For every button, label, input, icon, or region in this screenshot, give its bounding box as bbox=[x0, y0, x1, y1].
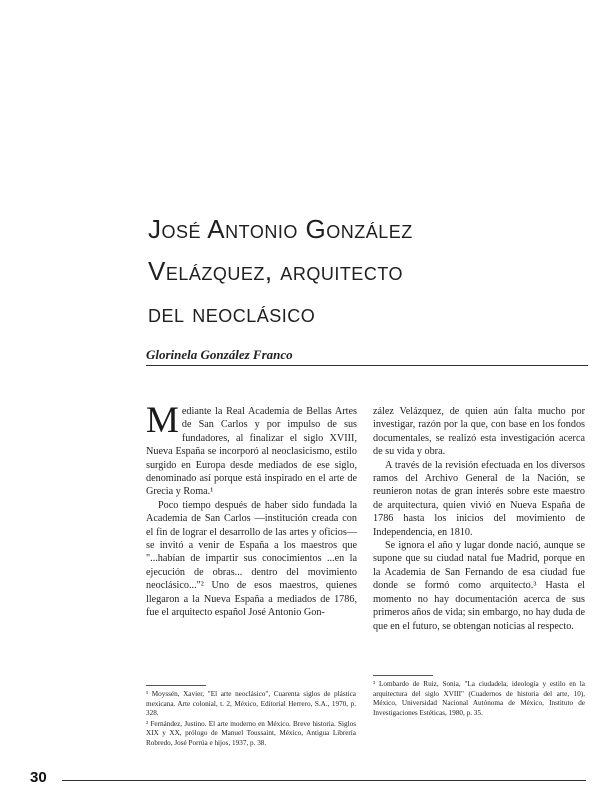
paragraph-1-text: ediante la Real Academia de Bellas Artes de San Carlos y por impulso de sus fundadores, al finalizar el siglo XVIII, Nueva España se incorporó al neoclasicismo, estilo surgido en Europa desde mediados de ese siglo, denominado así porque está inspirado en el arte de Grecia y Roma.¹ bbox=[146, 406, 357, 498]
paragraph-1 bbox=[146, 400, 357, 499]
right-column bbox=[373, 405, 585, 633]
paragraph-5: Se ignora el año y lugar donde nació, aunque se supone que su ciudad natal fue Madrid, porque en la Academia de San Fernando de esa ciudad fue donde se formó como arquitecto.³ Hasta el momento no hay documentación acerca de sus primeros años de vida; sin embargo, no hay duda de que en el futuro, se obtengan noticias al respecto. bbox=[373, 540, 586, 632]
author-name: Glorinela González Franco bbox=[146, 347, 293, 362]
left-column bbox=[146, 400, 357, 620]
title-line-2: Velázquez, arquitecto bbox=[148, 256, 403, 286]
paragraph-4: A través de la revisión efectuada en los diversos ramos del Archivo General de la Nación, se reunieron notas de gran interés sobre este maestro de arquitectura, quien vivió en Nueva España de 1786 hasta los inicios del movimiento de Independencia, en 1810. bbox=[373, 459, 585, 538]
paragraph-3: zález Velázquez, de quien aún falta mucho por investigar, razón por la que, con base en los fondos documentales, se realizó esta investigación acerca de su vida y obra. bbox=[373, 406, 585, 458]
footnote-divider-left bbox=[146, 685, 206, 686]
title-line-1: José Antonio González bbox=[148, 214, 413, 244]
title-line-3: del neoclásico bbox=[148, 298, 316, 328]
footnotes-right bbox=[373, 680, 585, 719]
footnotes-left bbox=[146, 690, 356, 750]
footnote-divider-right bbox=[373, 675, 433, 676]
paragraph-2: Poco tiempo después de haber sido fundada la Academia de San Carlos —institución creada con el fin de lograr el desarrollo de las artes y oficios— se invitó a venir de España a los maestros que "...habían de impartir sus conocimientos ...en la ejecución de obras... dentro del movimiento neoclásico..."² Uno de esos maestros, quienes llegaron a la Nueva España a mediados de 1786, fue el arquitecto español José Antonio Gon- bbox=[146, 499, 357, 619]
drop-cap: M bbox=[146, 400, 179, 441]
article-title bbox=[148, 208, 588, 334]
footer-rule bbox=[62, 780, 586, 781]
footnote-3: ³ Lombardo de Ruiz, Sonia, "La ciudadela, ideología y estilo en la arquitectura del siglo XVIII" (Cuadernos de historia del arte, 10), México, Universidad Nacional Autónoma de México, Instituto de Investigaciones Estéticas, 1980, p. 35. bbox=[373, 680, 585, 717]
page-number: 30 bbox=[30, 769, 47, 786]
author-divider bbox=[146, 365, 588, 366]
footnote-2: ² Fernández, Justino. El arte moderno en México. Breve historia. Siglos XIX y XX, prólogo de Manuel Toussaint, México, Antigua Librería Robredo, José Porrúa e hijos, 1937, p. 38. bbox=[146, 719, 356, 747]
footnote-1: ¹ Moyssén, Xavier, "El arte neoclásico", Cuarenta siglos de plástica mexicana. Arte colonial, t. 2, México, Editorial Herrero, S.A., 1970, p. 328. bbox=[146, 690, 356, 718]
